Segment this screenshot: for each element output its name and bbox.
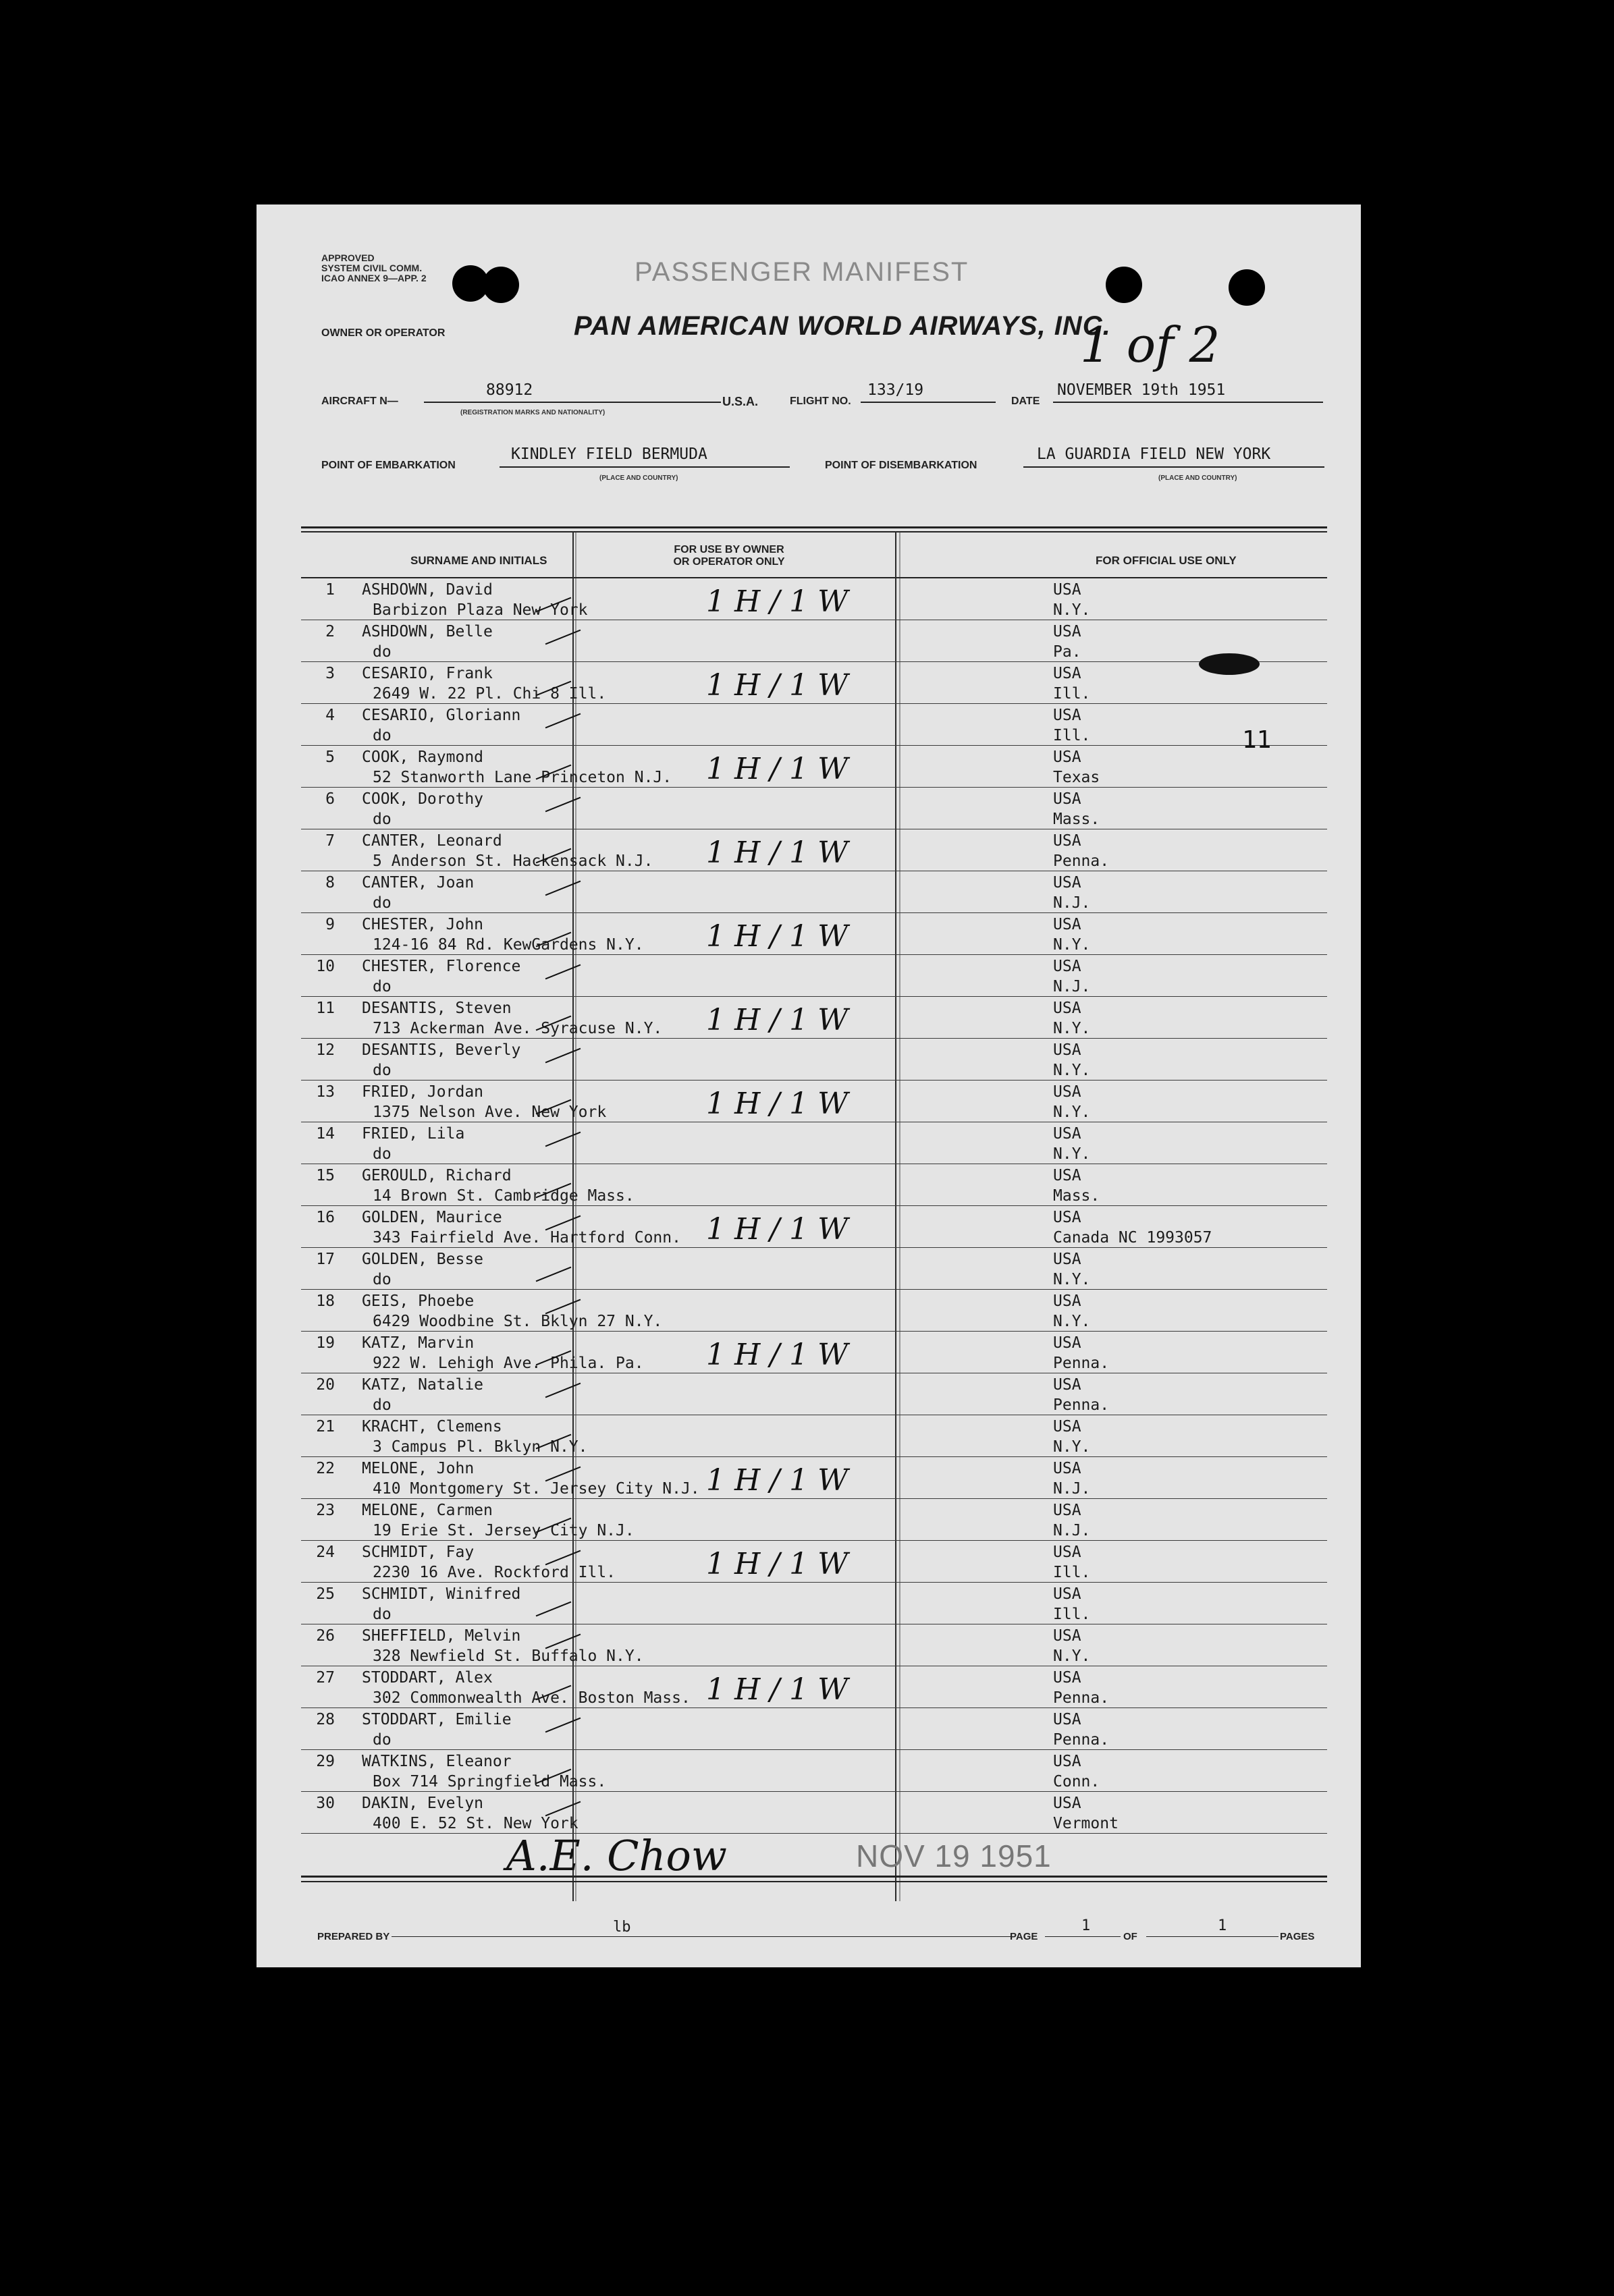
passenger-row [301, 1457, 1327, 1499]
check-slash [545, 1383, 581, 1398]
passenger-address: 343 Fairfield Ave. Hartford Conn. [373, 1229, 681, 1247]
passenger-name: COOK, Raymond [362, 748, 484, 766]
passenger-state: Ill. [1053, 1606, 1091, 1623]
passenger-nationality: USA [1053, 1543, 1081, 1561]
passenger-name: CESARIO, Frank [362, 665, 493, 682]
passenger-nationality: USA [1053, 1627, 1081, 1645]
passenger-row [301, 1750, 1327, 1792]
passenger-number: 15 [316, 1167, 335, 1184]
page-total: 1 [1218, 1917, 1227, 1934]
passenger-row [301, 704, 1327, 746]
passenger-address: 14 Brown St. Cambridge Mass. [373, 1187, 635, 1205]
check-slash [545, 1550, 581, 1566]
passenger-name: STODDART, Alex [362, 1669, 493, 1687]
passenger-nationality: USA [1053, 916, 1081, 933]
passenger-nationality: USA [1053, 1125, 1081, 1143]
tick-mark: 1 H / 1 W [706, 836, 849, 870]
passenger-number: 1 [325, 581, 335, 599]
check-slash [536, 1267, 572, 1282]
passenger-address: do [373, 811, 392, 828]
passenger-name: GEIS, Phoebe [362, 1292, 475, 1310]
date-stamp: NOV 19 1951 [856, 1838, 1052, 1874]
passenger-nationality: USA [1053, 1376, 1081, 1394]
passenger-state: Vermont [1053, 1815, 1119, 1832]
passenger-address: 400 E. 52 St. New York [373, 1815, 579, 1832]
passenger-nationality: USA [1053, 748, 1081, 766]
column-header-owner-line: FOR USE BY OWNER [674, 544, 784, 555]
passenger-number: 7 [325, 832, 335, 850]
aircraft-label: AIRCRAFT N— [321, 395, 398, 407]
tick-mark: 1 H / 1 W [706, 1338, 849, 1372]
passenger-row [301, 1248, 1327, 1290]
passenger-state: N.Y. [1053, 936, 1091, 954]
passenger-address: Barbizon Plaza New York [373, 601, 588, 619]
passenger-address: 713 Ackerman Ave. Syracuse N.Y. [373, 1020, 663, 1037]
passenger-nationality: USA [1053, 1292, 1081, 1310]
passenger-state: N.J. [1053, 978, 1091, 995]
passenger-state: Texas [1053, 769, 1100, 786]
passenger-address: 302 Commonwealth Ave. Boston Mass. [373, 1689, 691, 1707]
passenger-row [301, 1666, 1327, 1708]
passenger-address: 6429 Woodbine St. Bklyn 27 N.Y. [373, 1313, 663, 1330]
tick-mark: 1 H / 1 W [706, 1087, 849, 1121]
passenger-number: 5 [325, 748, 335, 766]
passenger-number: 25 [316, 1585, 335, 1603]
ink-blot [1199, 653, 1260, 675]
passenger-number: 2 [325, 623, 335, 640]
passenger-nationality: USA [1053, 1418, 1081, 1436]
column-header-owner [614, 544, 844, 568]
passenger-number: 23 [316, 1502, 335, 1519]
tick-mark: 1 H / 1 W [706, 752, 849, 786]
passenger-name: COOK, Dorothy [362, 790, 484, 808]
passenger-address: Box 714 Springfield Mass. [373, 1773, 607, 1791]
passenger-state: Mass. [1053, 1187, 1100, 1205]
passenger-number: 27 [316, 1669, 335, 1687]
passenger-name: SCHMIDT, Fay [362, 1543, 475, 1561]
passenger-name: MELONE, Carmen [362, 1502, 493, 1519]
column-header-official: FOR OFFICIAL USE ONLY [1096, 554, 1237, 567]
passenger-number: 4 [325, 707, 335, 724]
passenger-name: KRACHT, Clemens [362, 1418, 502, 1436]
passenger-nationality: USA [1053, 1000, 1081, 1017]
page-label: PAGE [1010, 1931, 1038, 1942]
passenger-name: ASHDOWN, Belle [362, 623, 493, 640]
manifest-title: PASSENGER MANIFEST [635, 257, 969, 287]
passenger-name: KATZ, Natalie [362, 1376, 484, 1394]
passenger-name: GEROULD, Richard [362, 1167, 512, 1184]
passenger-address: 3 Campus Pl. Bklyn N.Y. [373, 1438, 588, 1456]
passenger-nationality: USA [1053, 1585, 1081, 1603]
passenger-address: 124-16 84 Rd. KewGardens N.Y. [373, 936, 644, 954]
tick-mark: 1 H / 1 W [706, 668, 849, 703]
passenger-state: N.Y. [1053, 1313, 1091, 1330]
passenger-name: SCHMIDT, Winifred [362, 1585, 521, 1603]
passenger-state: N.J. [1053, 1522, 1091, 1539]
check-slash [536, 1602, 572, 1617]
passenger-row [301, 1081, 1327, 1122]
passenger-name: CESARIO, Gloriann [362, 707, 521, 724]
passenger-row [301, 1039, 1327, 1081]
approval-block [321, 253, 427, 283]
passenger-name: SHEFFIELD, Melvin [362, 1627, 521, 1645]
passenger-nationality: USA [1053, 1041, 1081, 1059]
sheet-note: 1 of 2 [1080, 317, 1220, 373]
of-label: OF [1123, 1931, 1137, 1942]
passenger-state: N.Y. [1053, 1271, 1091, 1288]
passenger-row [301, 1792, 1327, 1834]
passenger-name: CHESTER, Florence [362, 958, 521, 975]
passenger-address: do [373, 1062, 392, 1079]
check-slash [545, 881, 581, 896]
passenger-row [301, 1122, 1327, 1164]
passenger-nationality: USA [1053, 958, 1081, 975]
passenger-name: FRIED, Lila [362, 1125, 465, 1143]
passenger-row [301, 955, 1327, 997]
passenger-name: DAKIN, Evelyn [362, 1795, 484, 1812]
passenger-number: 21 [316, 1418, 335, 1436]
passenger-row [301, 871, 1327, 913]
passenger-nationality: USA [1053, 832, 1081, 850]
passenger-number: 17 [316, 1251, 335, 1268]
flight-number: 133/19 [867, 381, 924, 399]
passenger-state: Penna. [1053, 1731, 1110, 1749]
passenger-address: do [373, 727, 392, 744]
passenger-state: N.Y. [1053, 1103, 1091, 1121]
passenger-row [301, 578, 1327, 620]
check-slash [545, 1718, 581, 1733]
passenger-nationality: USA [1053, 1209, 1081, 1226]
tick-mark: 1 H / 1 W [706, 1672, 849, 1707]
passenger-state: N.Y. [1053, 601, 1091, 619]
passenger-name: DESANTIS, Steven [362, 1000, 512, 1017]
passenger-number: 22 [316, 1460, 335, 1477]
passenger-state: Ill. [1053, 1564, 1091, 1581]
passenger-name: FRIED, Jordan [362, 1083, 484, 1101]
tick-mark: 1 H / 1 W [706, 919, 849, 954]
passenger-nationality: USA [1053, 1711, 1081, 1728]
passenger-row [301, 1708, 1327, 1750]
passenger-name: CANTER, Joan [362, 874, 475, 892]
check-slash [545, 797, 581, 813]
passenger-address: 52 Stanworth Lane Princeton N.J. [373, 769, 672, 786]
passenger-number: 10 [316, 958, 335, 975]
passenger-address: do [373, 643, 392, 661]
prepared-by: lb [613, 1919, 631, 1936]
passenger-row [301, 829, 1327, 871]
passenger-state: N.Y. [1053, 1145, 1091, 1163]
place-note: (PLACE AND COUNTRY) [599, 474, 678, 482]
passenger-row [301, 997, 1327, 1039]
tick-mark: 1 H / 1 W [706, 1212, 849, 1247]
operator-name: PAN AMERICAN WORLD AIRWAYS, INC. [574, 311, 1111, 341]
passenger-row [301, 620, 1327, 662]
official-note: 11 [1242, 726, 1272, 754]
passenger-number: 6 [325, 790, 335, 808]
column-header-surname: SURNAME AND INITIALS [410, 554, 547, 567]
passenger-nationality: USA [1053, 1460, 1081, 1477]
tick-mark: 1 H / 1 W [706, 1003, 849, 1037]
passenger-number: 3 [325, 665, 335, 682]
passenger-row [301, 1499, 1327, 1541]
passenger-number: 19 [316, 1334, 335, 1352]
passenger-number: 24 [316, 1543, 335, 1561]
passenger-row [301, 1373, 1327, 1415]
passenger-state: Mass. [1053, 811, 1100, 828]
passenger-number: 29 [316, 1753, 335, 1770]
punch-hole [1106, 267, 1142, 303]
passenger-number: 11 [316, 1000, 335, 1017]
passenger-row [301, 913, 1327, 955]
passenger-state: N.J. [1053, 894, 1091, 912]
passenger-address: do [373, 1606, 392, 1623]
passenger-address: 2230 16 Ave. Rockford Ill. [373, 1564, 616, 1581]
passenger-row [301, 788, 1327, 829]
passenger-list [257, 578, 1361, 1834]
passenger-name: ASHDOWN, David [362, 581, 493, 599]
signature: A.E. Chow [506, 1831, 727, 1880]
passenger-nationality: USA [1053, 1083, 1081, 1101]
passenger-nationality: USA [1053, 1334, 1081, 1352]
passenger-nationality: USA [1053, 1753, 1081, 1770]
approval-line: SYSTEM CIVIL COMM. [321, 263, 423, 273]
passenger-number: 16 [316, 1209, 335, 1226]
passenger-address: do [373, 978, 392, 995]
passenger-nationality: USA [1053, 665, 1081, 682]
nationality: U.S.A. [722, 395, 759, 408]
passenger-number: 28 [316, 1711, 335, 1728]
passenger-state: N.Y. [1053, 1020, 1091, 1037]
column-header-owner-line: OR OPERATOR ONLY [673, 556, 785, 568]
manifest-sheet [257, 204, 1361, 1967]
passenger-name: WATKINS, Eleanor [362, 1753, 512, 1770]
passenger-number: 8 [325, 874, 335, 892]
passenger-name: MELONE, John [362, 1460, 475, 1477]
passenger-nationality: USA [1053, 1251, 1081, 1268]
check-slash [545, 1467, 581, 1482]
passenger-address: 5 Anderson St. Hackensack N.J. [373, 852, 653, 870]
registration-note: (REGISTRATION MARKS AND NATIONALITY) [460, 409, 606, 416]
passenger-name: CANTER, Leonard [362, 832, 502, 850]
passenger-address: 328 Newfield St. Buffalo N.Y. [373, 1647, 644, 1665]
place-note: (PLACE AND COUNTRY) [1158, 474, 1237, 482]
passenger-nationality: USA [1053, 707, 1081, 724]
passenger-address: 922 W. Lehigh Ave. Phila. Pa. [373, 1355, 644, 1372]
check-slash [545, 630, 581, 645]
passenger-row [301, 1164, 1327, 1206]
aircraft-number: 88912 [486, 381, 533, 399]
embarkation-point: KINDLEY FIELD BERMUDA [511, 445, 707, 463]
passenger-state: Penna. [1053, 1689, 1110, 1707]
passenger-row [301, 1415, 1327, 1457]
passenger-address: do [373, 894, 392, 912]
passenger-address: 19 Erie St. Jersey City N.J. [373, 1522, 635, 1539]
passenger-nationality: USA [1053, 1502, 1081, 1519]
passenger-state: N.J. [1053, 1480, 1091, 1498]
check-slash [545, 713, 581, 729]
passenger-nationality: USA [1053, 874, 1081, 892]
passenger-number: 20 [316, 1376, 335, 1394]
passenger-row [301, 1541, 1327, 1583]
passenger-row [301, 1332, 1327, 1373]
passenger-address: do [373, 1396, 392, 1414]
check-slash [545, 1132, 581, 1147]
disembarkation-label: POINT OF DISEMBARKATION [825, 460, 977, 471]
check-slash [545, 1634, 581, 1649]
pages-label: PAGES [1280, 1931, 1315, 1942]
passenger-number: 12 [316, 1041, 335, 1059]
passenger-address: do [373, 1145, 392, 1163]
passenger-nationality: USA [1053, 790, 1081, 808]
passenger-state: Penna. [1053, 1355, 1110, 1372]
passenger-name: KATZ, Marvin [362, 1334, 475, 1352]
passenger-nationality: USA [1053, 1167, 1081, 1184]
passenger-address: 410 Montgomery St. Jersey City N.J. [373, 1480, 700, 1498]
check-slash [545, 1215, 581, 1231]
tick-mark: 1 H / 1 W [706, 584, 849, 619]
passenger-state: N.Y. [1053, 1438, 1091, 1456]
punch-hole [483, 267, 519, 303]
passenger-name: DESANTIS, Beverly [362, 1041, 521, 1059]
passenger-number: 13 [316, 1083, 335, 1101]
passenger-address: do [373, 1731, 392, 1749]
passenger-state: Conn. [1053, 1773, 1100, 1791]
passenger-address: 1375 Nelson Ave. New York [373, 1103, 607, 1121]
passenger-row [301, 1290, 1327, 1332]
check-slash [545, 1801, 581, 1817]
passenger-address: 2649 W. 22 Pl. Chi 8 Ill. [373, 685, 607, 703]
date-label: DATE [1011, 395, 1040, 407]
passenger-name: GOLDEN, Besse [362, 1251, 484, 1268]
tick-mark: 1 H / 1 W [706, 1547, 849, 1581]
page-number: 1 [1081, 1917, 1091, 1934]
passenger-number: 14 [316, 1125, 335, 1143]
passenger-number: 30 [316, 1795, 335, 1812]
check-slash [545, 964, 581, 980]
passenger-name: GOLDEN, Maurice [362, 1209, 502, 1226]
passenger-row [301, 1206, 1327, 1248]
tick-mark: 1 H / 1 W [706, 1463, 849, 1498]
prepared-label: PREPARED BY [317, 1931, 390, 1942]
passenger-state: N.Y. [1053, 1062, 1091, 1079]
passenger-state: Penna. [1053, 852, 1110, 870]
passenger-state: Ill. [1053, 727, 1091, 744]
passenger-state: Pa. [1053, 643, 1081, 661]
check-slash [545, 1299, 581, 1315]
passenger-nationality: USA [1053, 1669, 1081, 1687]
passenger-state: N.Y. [1053, 1647, 1091, 1665]
approval-line: APPROVED [321, 252, 375, 263]
passenger-row [301, 746, 1327, 788]
passenger-nationality: USA [1053, 1795, 1081, 1812]
passenger-row [301, 1583, 1327, 1624]
passenger-number: 18 [316, 1292, 335, 1310]
passenger-state: Penna. [1053, 1396, 1110, 1414]
owner-label: OWNER OR OPERATOR [321, 327, 446, 339]
embarkation-label: POINT OF EMBARKATION [321, 460, 456, 471]
punch-hole [1229, 269, 1265, 306]
passenger-name: CHESTER, John [362, 916, 484, 933]
passenger-number: 9 [325, 916, 335, 933]
flight-label: FLIGHT NO. [790, 395, 851, 407]
approval-line: ICAO ANNEX 9—APP. 2 [321, 273, 427, 283]
passenger-nationality: USA [1053, 581, 1081, 599]
passenger-row [301, 662, 1327, 704]
passenger-address: do [373, 1271, 392, 1288]
passenger-nationality: USA [1053, 623, 1081, 640]
passenger-row [301, 1624, 1327, 1666]
passenger-number: 26 [316, 1627, 335, 1645]
flight-date: NOVEMBER 19th 1951 [1057, 381, 1226, 399]
disembarkation-point: LA GUARDIA FIELD NEW YORK [1037, 445, 1271, 463]
check-slash [545, 1048, 581, 1064]
passenger-name: STODDART, Emilie [362, 1711, 512, 1728]
passenger-state: Canada NC 1993057 [1053, 1229, 1212, 1247]
passenger-state: Ill. [1053, 685, 1091, 703]
